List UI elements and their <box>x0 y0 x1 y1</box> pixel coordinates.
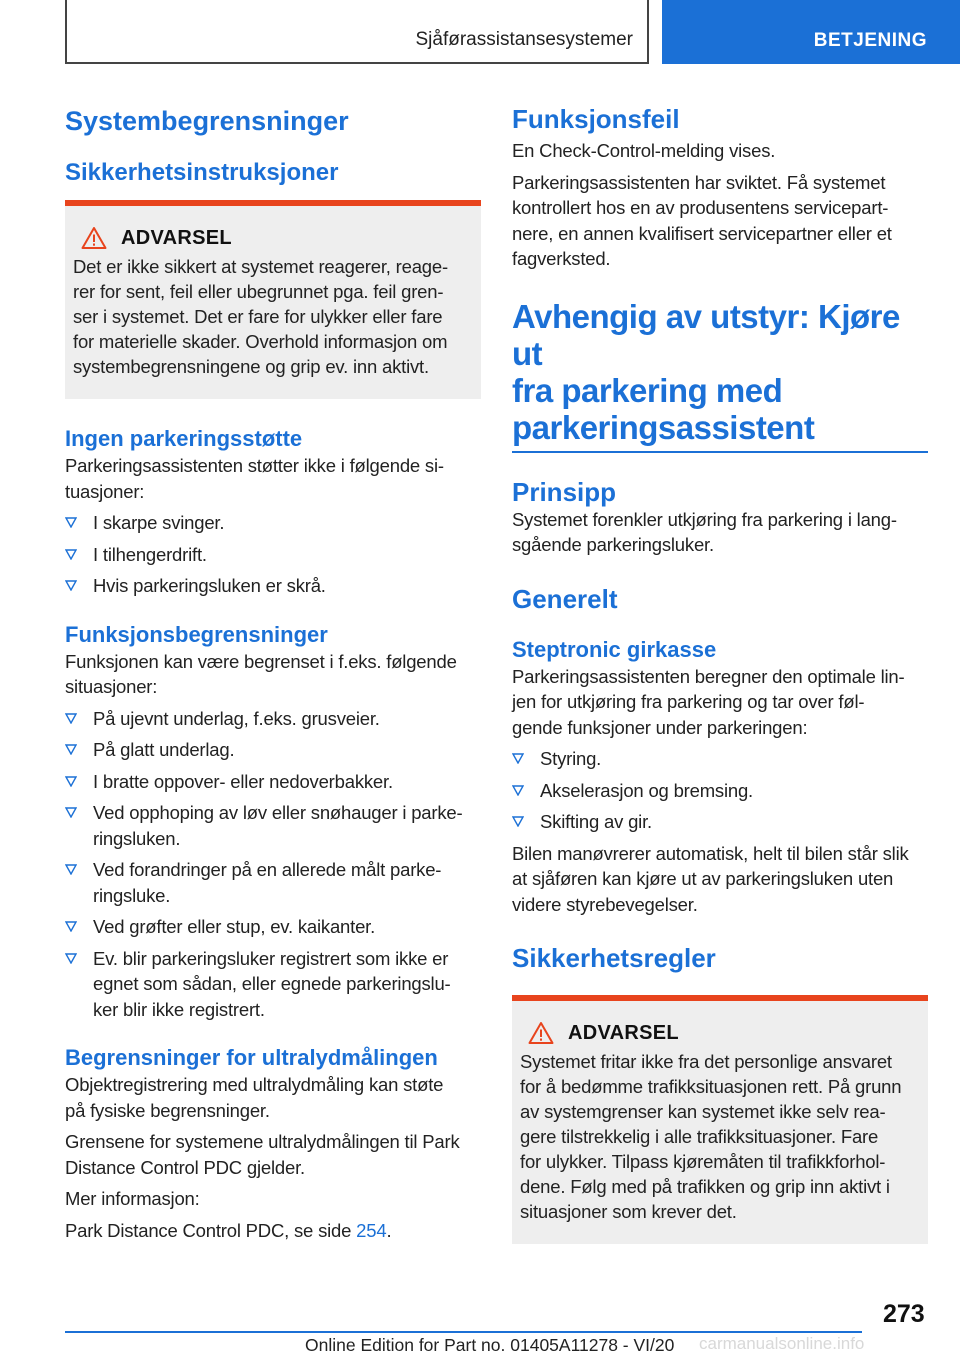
no-support-intro: Parkeringsassistenten støtter ikke i følgende si- tuasjoner: <box>65 455 444 502</box>
warning-text: Det er ikke sikkert at systemet reagerer, reage- rer for sent, feil eller ubegrunnet pga. feil gren- ser i systemet. Det er fare for ulykker eller fare for materielle skader. Overhold informasjon om systembegrensningene og grip ev. inn aktivt. <box>73 256 448 377</box>
heading-sikkerhetsinstruksjoner: Sikkerhetsinstruksjoner <box>65 159 339 186</box>
list-item: Ev. blir parkeringsluker registrert som ikke er egnet som sådan, eller egnede parkeringslu- ker blir ikke registrert. <box>65 946 481 1023</box>
heading-funksjonsbegrensninger: Funksjonsbegrensninger <box>65 621 328 647</box>
triangle-bullet-icon <box>65 769 93 795</box>
no-support-list <box>65 510 481 599</box>
triangle-bullet-icon <box>65 573 93 599</box>
heading-underline <box>512 451 928 453</box>
warning-header <box>81 226 473 250</box>
page-number: 273 <box>883 1300 925 1328</box>
malfunction-p2: Parkeringsassistenten har sviktet. Få systemet kontrollert hos en av produsentens servicepart- nere, en annen kvalifisert servicepartner eller et fagverksted. <box>512 171 892 269</box>
list-item: I bratte oppover- eller nedoverbakker. <box>65 769 481 795</box>
footer-edition: Online Edition for Part no. 01405A11278 - VI/20 <box>305 1335 675 1355</box>
triangle-bullet-icon <box>512 778 540 804</box>
left-column <box>65 100 481 1243</box>
heading-generelt: Generelt <box>512 583 618 614</box>
triangle-bullet-icon <box>512 809 540 835</box>
list-item: Akselerasjon og bremsing. <box>512 778 928 804</box>
heading-ingen-parkeringsstotte: Ingen parkeringsstøtte <box>65 426 303 451</box>
header-section-title: Sjåførassistansesystemer <box>415 29 633 50</box>
right-column <box>512 100 928 1244</box>
list-item: Ved opphoping av løv eller snøhauger i parke- ringsluken. <box>65 800 481 851</box>
heading-systembegrensninger: Systembegrensninger <box>65 106 349 136</box>
ultrasonic-p4: Park Distance Control PDC, se side 254. <box>65 1219 392 1241</box>
warning-text: Systemet fritar ikke fra det personlige ansvaret for å bedømme trafikksituasjonen rett. På grunn av systemgrenser kan systemet ikke selv rea- gere tilstrekkelig i alle trafikksituasjoner. Fare for ulykker. Tilpass kjøremåten til trafikkforhol- dene. Følg med på trafikken og grip inn aktivt i situasjoner som krever det. <box>520 1051 902 1222</box>
general-after: Bilen manøvrerer automatisk, helt til bilen står slik at sjåføren kan kjøre ut av parkeringsluken uten videre styrebevegelser. <box>512 842 909 915</box>
list-item: På ujevnt underlag, f.eks. grusveier. <box>65 706 481 732</box>
footer-rule <box>65 1331 862 1333</box>
general-list <box>512 746 928 835</box>
warning-triangle-icon <box>528 1021 554 1045</box>
triangle-bullet-icon <box>65 946 93 972</box>
triangle-bullet-icon <box>65 542 93 568</box>
page-link-254[interactable]: 254 <box>356 1219 387 1241</box>
footer-watermark: carmanualsonline.info <box>699 1334 865 1353</box>
function-limits-intro: Funksjonen kan være begrenset i f.eks. følgende situasjoner: <box>65 650 457 697</box>
ultrasonic-p2: Grensene for systemene ultralydmålingen til Park Distance Control PDC gjelder. <box>65 1131 460 1178</box>
warning-triangle-icon <box>81 226 107 250</box>
triangle-bullet-icon <box>65 510 93 536</box>
triangle-bullet-icon <box>65 857 93 883</box>
principle-text: Systemet forenkler utkjøring fra parkering i lang- sgående parkeringsluker. <box>512 508 897 555</box>
ultrasonic-p1: Objektregistrering med ultralydmåling kan støte på fysiske begrensninger. <box>65 1074 444 1121</box>
warning-title: ADVARSEL <box>568 1021 679 1044</box>
list-item: Hvis parkeringsluken er skrå. <box>65 573 481 599</box>
header-section-tab <box>65 0 649 64</box>
header-chapter-tab <box>662 0 960 64</box>
heading-sikkerhetsregler: Sikkerhetsregler <box>512 943 716 973</box>
warning-title: ADVARSEL <box>121 226 232 249</box>
list-item: I skarpe svinger. <box>65 510 481 536</box>
triangle-bullet-icon <box>65 706 93 732</box>
list-item: Ved grøfter eller stup, ev. kaikanter. <box>65 914 481 940</box>
list-item: Styring. <box>512 746 928 772</box>
header-chapter-title: BETJENING <box>813 30 927 51</box>
list-item: I tilhengerdrift. <box>65 542 481 568</box>
heading-kjore-ut-parkering: Avhengig av utstyr: Kjøre ut fra parkering med parkeringsassistent <box>512 297 900 446</box>
warning-header <box>528 1021 920 1045</box>
list-item: Skifting av gir. <box>512 809 928 835</box>
heading-steptronic: Steptronic girkasse <box>512 636 717 662</box>
warning-box-safety <box>512 995 928 1244</box>
ultrasonic-p3: Mer informasjon: <box>65 1188 200 1209</box>
list-item: Ved forandringer på en allerede målt parke- ringsluke. <box>65 857 481 908</box>
heading-funksjonsfeil: Funksjonsfeil <box>512 104 680 134</box>
general-intro: Parkeringsassistenten beregner den optimale lin- jen for utkjøring fra parkering og tar over føl- gende funksjoner under parkeringen: <box>512 665 905 738</box>
triangle-bullet-icon <box>512 746 540 772</box>
function-limits-list <box>65 706 481 1023</box>
warning-box-limits <box>65 200 481 399</box>
list-item: På glatt underlag. <box>65 737 481 763</box>
malfunction-p1: En Check-Control-melding vises. <box>512 140 776 161</box>
heading-begrensninger-ultralyd: Begrensninger for ultralydmålingen <box>65 1045 438 1070</box>
triangle-bullet-icon <box>65 737 93 763</box>
triangle-bullet-icon <box>65 800 93 826</box>
heading-prinsipp: Prinsipp <box>512 476 617 507</box>
triangle-bullet-icon <box>65 914 93 940</box>
